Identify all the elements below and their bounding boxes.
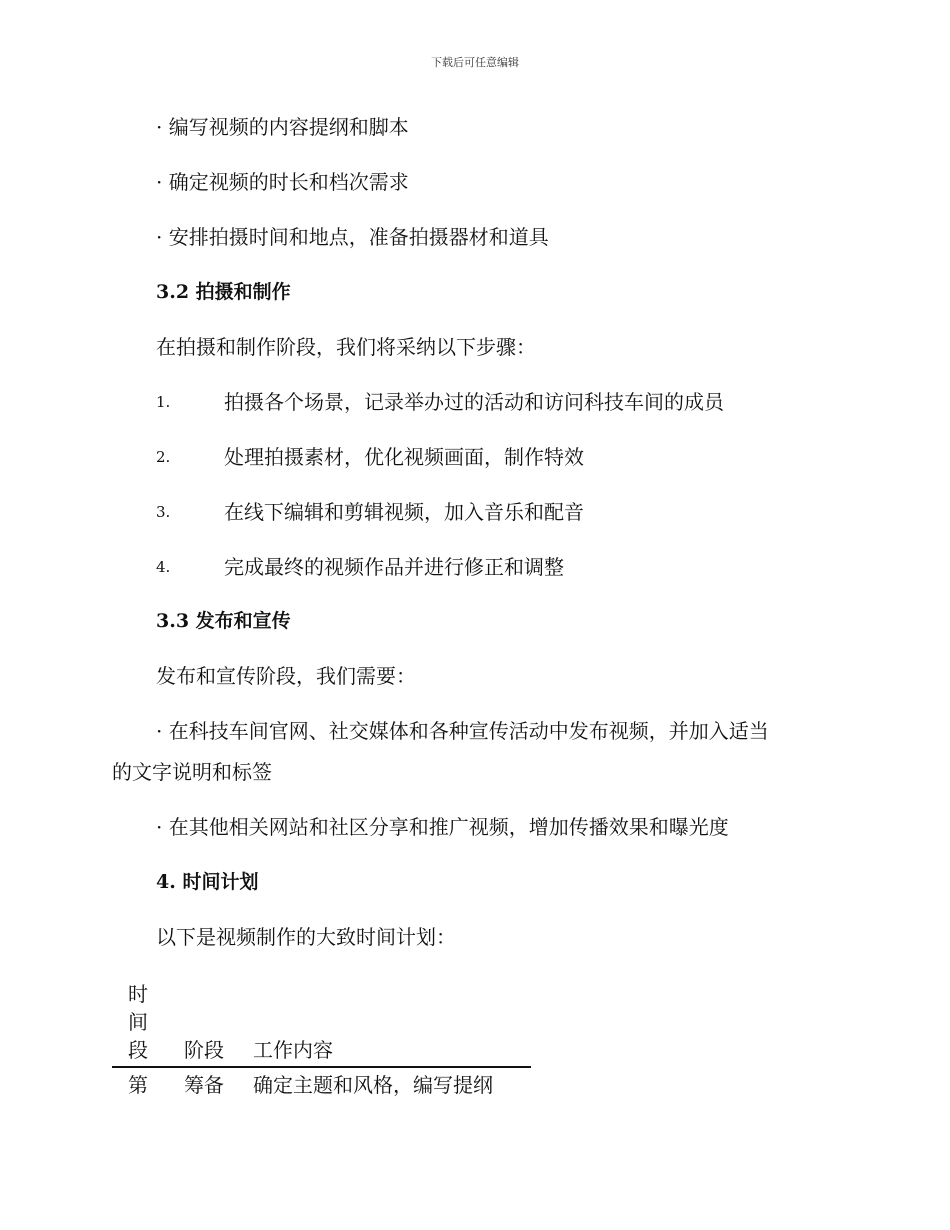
table-cell-content: 确定主题和风格，编写提纲 (253, 1073, 493, 1097)
header-char: 段 (128, 1038, 148, 1062)
section-heading-publish: 3.3 发布和宣传 (156, 610, 291, 632)
table-header-rule (112, 1066, 531, 1068)
publish-intro: 发布和宣传阶段，我们需要： (156, 664, 416, 688)
header-char: 时 (128, 982, 148, 1006)
list-number: 1. (156, 393, 171, 411)
list-text: 拍摄各个场景，记录举办过的活动和访问科技车间的成员 (224, 390, 724, 414)
table-header-content: 工作内容 (253, 1038, 333, 1062)
list-number: 4. (156, 558, 171, 576)
table-header-phase: 阶段 (184, 1038, 224, 1062)
list-text: 处理拍摄素材，优化视频画面，制作特效 (224, 445, 584, 469)
bullet-publish-official-line1: · 在科技车间官网、社交媒体和各种宣传活动中发布视频，并加入适当 (156, 719, 769, 743)
bullet-publish-official-line2: 的文字说明和标签 (112, 760, 272, 784)
list-text: 完成最终的视频作品并进行修正和调整 (224, 555, 564, 579)
timeline-intro: 以下是视频制作的大致时间计划： (156, 925, 456, 949)
shooting-intro: 在拍摄和制作阶段，我们将采纳以下步骤： (156, 335, 536, 359)
section-heading-timeline: 4. 时间计划 (156, 871, 259, 893)
bullet-share-promote: · 在其他相关网站和社区分享和推广视频，增加传播效果和曝光度 (156, 815, 729, 839)
header-char: 间 (128, 1010, 148, 1034)
bullet-duration-grade: · 确定视频的时长和档次需求 (156, 170, 409, 194)
list-text: 在线下编辑和剪辑视频，加入音乐和配音 (224, 500, 584, 524)
bullet-outline-script: · 编写视频的内容提纲和脚本 (156, 115, 409, 139)
bullet-schedule-location: · 安排拍摄时间和地点，准备拍摄器材和道具 (156, 225, 549, 249)
table-cell-phase: 筹备 (184, 1073, 224, 1097)
list-number: 3. (156, 503, 171, 521)
page-header: 下载后可任意编辑 (431, 56, 519, 69)
table-header-period (128, 980, 152, 1064)
table-cell-period: 第 (128, 1073, 148, 1097)
section-heading-shooting: 3.2 拍摄和制作 (156, 281, 291, 303)
list-number: 2. (156, 448, 171, 466)
